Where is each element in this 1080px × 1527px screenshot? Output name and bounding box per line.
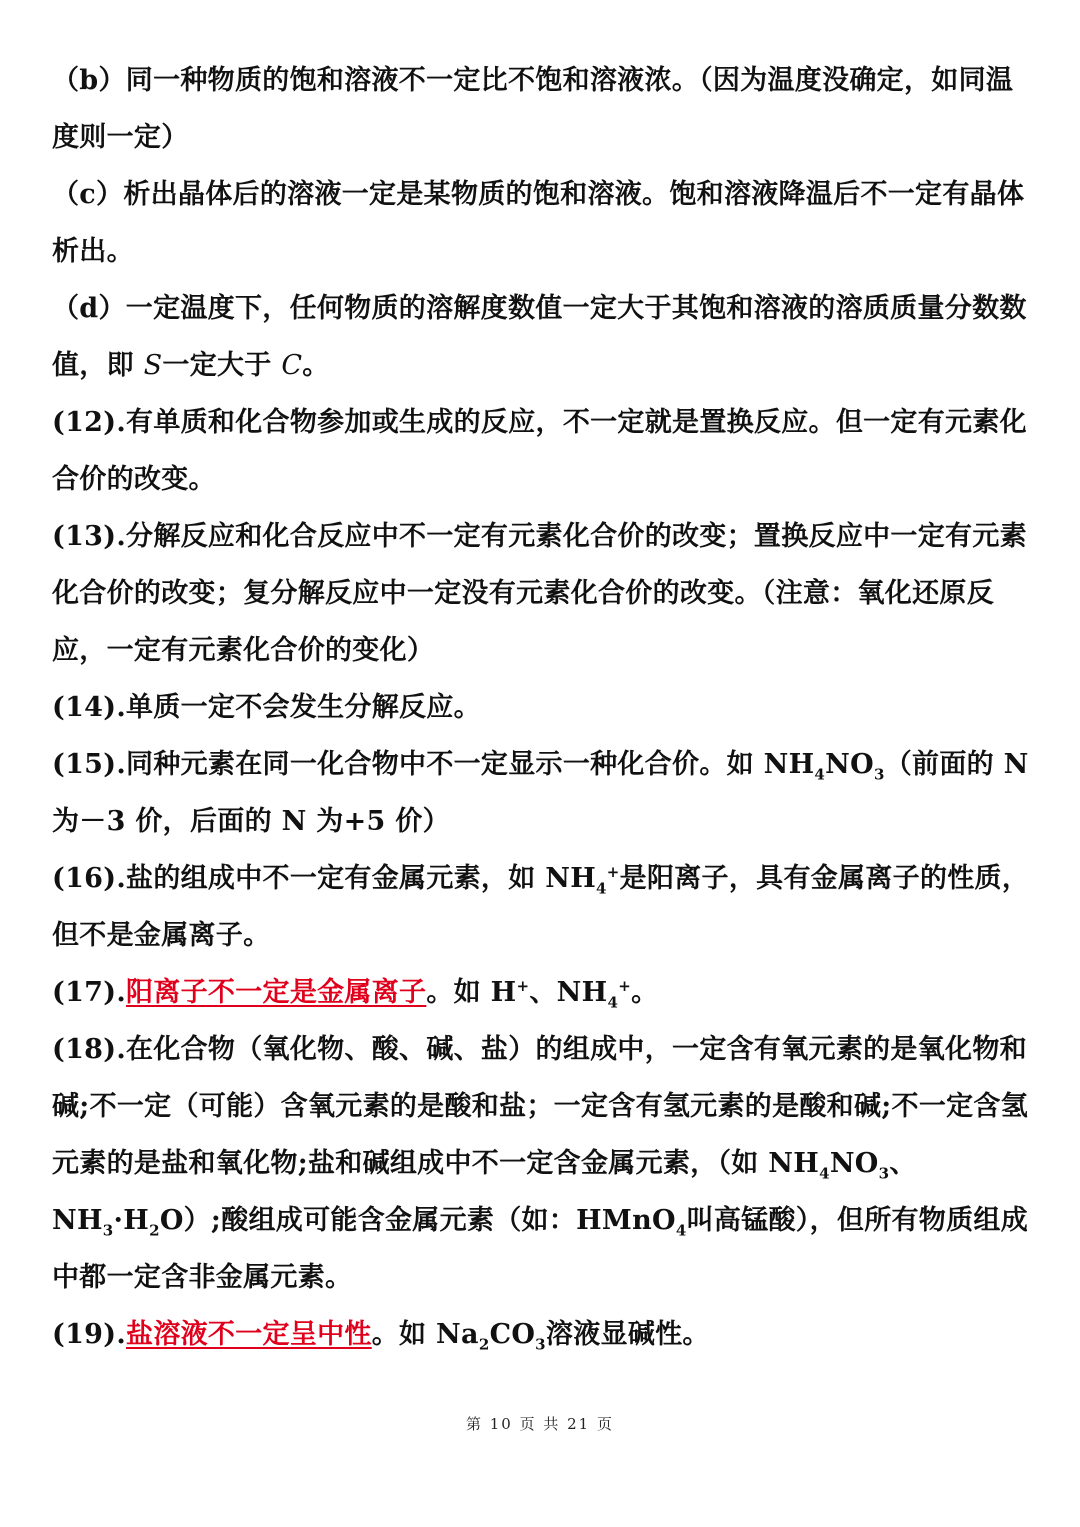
paragraph-16-text: (16).盐的组成中不一定有金属元素，如 NH (52, 863, 597, 894)
superscript: + (606, 863, 620, 881)
paragraph-17-text: 。如 H (426, 977, 517, 1008)
formula-part: CO (489, 1319, 536, 1350)
highlighted-statement: 阳离子不一定是金属离子 (126, 977, 427, 1008)
symbol-s: S (143, 350, 163, 381)
paragraph-18-mid: O）;酸组成可能含金属元素（如：HMnO (159, 1205, 676, 1236)
paragraph-17-end: 。 (631, 977, 659, 1008)
paragraph-12: (12).有单质和化合物参加或生成的反应，不一定就是置换反应。但一定有元素化合价的改变。 (52, 407, 1027, 495)
subscript: 3 (535, 1335, 546, 1354)
paragraph-d-mid: 一定大于 (162, 350, 282, 381)
paragraph-d (52, 280, 1032, 394)
subscript: 3 (102, 1221, 114, 1240)
paragraph-b: （b）同一种物质的饱和溶液不一定比不饱和溶液浓。（因为温度没确定，如同温度则一定） (52, 65, 1014, 153)
paragraph-18-end: 叫高锰酸），但所有物质组成中都一定含非金属元素。 (52, 1205, 1029, 1293)
paragraph-15-end: （前面的 N 为－3 价，后面的 N 为+5 价） (52, 749, 1029, 837)
paragraph-18-text: (18).在化合物（氧化物、酸、碱、盐）的组成中，一定含有氧元素的是氧化物和碱;不一定（可能）含氧元素的是酸和盐；一定含有氢元素的是酸和碱;不一定含氢元素的是盐和氧化物;盐和碱组成中不一定含金属元素，（如 NH (52, 1034, 1029, 1179)
paragraph-19 (52, 1306, 1032, 1363)
paragraph-18 (52, 1021, 1032, 1306)
subscript: 3 (873, 765, 885, 784)
paragraph-19-end: 溶液显碱性。 (545, 1319, 710, 1350)
subscript: 4 (596, 879, 607, 898)
paragraph-d-text: （d）一定温度下，任何物质的溶解度数值一定大于其饱和溶液的溶质质量分数数值，即 (52, 293, 1027, 381)
subscript: 2 (478, 1335, 490, 1354)
formula-part: ·H (113, 1205, 150, 1236)
subscript: 3 (878, 1164, 890, 1183)
paragraph-d-end: 。 (302, 350, 330, 381)
paragraph-c: （c）析出晶体后的溶液一定是某物质的饱和溶液。饱和溶液降温后不一定有晶体析出。 (52, 179, 1025, 267)
paragraph-15-text: (15).同种元素在同一化合物中不一定显示一种化合价。如 NH (52, 749, 815, 780)
superscript: + (618, 977, 632, 995)
paragraph-16-end: 是阳离子，具有金属离子的性质，但不是金属离子。 (52, 863, 1030, 951)
formula-part: NO (829, 1148, 879, 1179)
subscript: 4 (814, 765, 826, 784)
page-number-footer: 第 10 页 共 21 页 (465, 1415, 614, 1433)
superscript: + (516, 977, 530, 995)
document-body (52, 52, 1032, 1363)
symbol-c: C (281, 350, 303, 381)
formula-part: 、NH (529, 977, 608, 1008)
formula-part: NO (825, 749, 874, 780)
paragraph-14: (14).单质一定不会发生分解反应。 (52, 692, 481, 723)
paragraph-15 (52, 736, 1032, 850)
paragraph-16 (52, 850, 1032, 964)
subscript: 4 (675, 1221, 687, 1240)
paragraph-19-text: 。如 Na (371, 1319, 479, 1350)
subscript: 4 (607, 993, 619, 1012)
highlighted-statement: 盐溶液不一定呈中性 (126, 1319, 372, 1350)
subscript: 2 (149, 1221, 160, 1240)
paragraph-13: (13).分解反应和化合反应中不一定有元素化合价的改变；置换反应中一定有元素化合价的改变；复分解反应中一定没有元素化合价的改变。（注意：氧化还原反应，一定有元素化合价的变化） (52, 521, 1027, 666)
formula-part: 、NH (52, 1148, 917, 1236)
paragraph-17 (52, 964, 1032, 1021)
paragraph-19-number: (19). (52, 1319, 127, 1350)
subscript: 4 (819, 1164, 830, 1183)
paragraph-17-number: (17). (52, 977, 127, 1008)
